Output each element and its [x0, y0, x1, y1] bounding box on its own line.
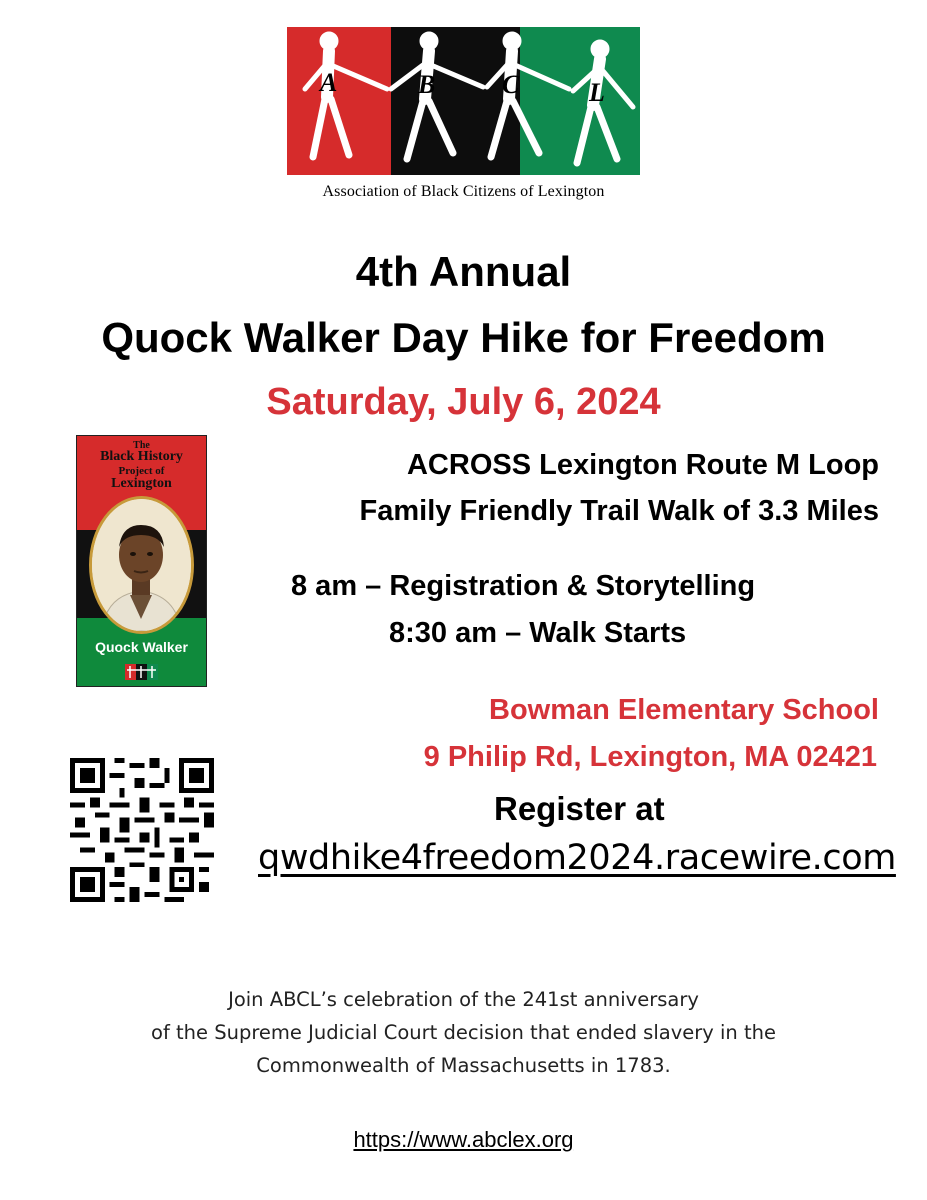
qr-code-image[interactable] [70, 758, 214, 902]
edition-heading: 4th Annual [355, 248, 572, 295]
portrait-icon [92, 499, 191, 631]
book-title-line: Lexington [111, 476, 172, 491]
book-title-line: The [133, 440, 150, 451]
logo-letter-c: C [502, 70, 520, 99]
event-date: Saturday, July 6, 2024 [266, 381, 661, 423]
route-distance: Family Friendly Trail Walk of 3.3 Miles [359, 495, 879, 527]
event-title: Quock Walker Day Hike for Freedom [101, 314, 826, 361]
book-abcl-logo-icon [125, 664, 158, 680]
logo-figures-icon [287, 27, 640, 205]
quock-walker-portrait [89, 496, 194, 634]
registration-link[interactable]: qwdhike4freedom2024.racewire.com [258, 838, 896, 878]
website-link[interactable]: https://www.abclex.org [353, 1127, 574, 1152]
abcl-logo [287, 27, 640, 205]
register-label: Register at [494, 790, 665, 827]
book-name: Quock Walker [95, 639, 188, 655]
about-line: Commonwealth of Massachusetts in 1783. [256, 1054, 671, 1077]
logo-caption: Association of Black Citizens of Lexington [322, 183, 605, 200]
book-title-line: Black History [100, 449, 183, 464]
schedule-registration: 8 am – Registration & Storytelling [291, 570, 756, 602]
about-text [0, 983, 927, 1082]
logo-letter-l: L [589, 78, 605, 107]
about-line: Join ABCL’s celebration of the 241st anniversary [228, 988, 699, 1011]
schedule-walk-start: 8:30 am – Walk Starts [389, 617, 687, 649]
logo-letter-a: A [320, 68, 338, 97]
book-title-line: Project of [118, 465, 165, 477]
route-description: ACROSS Lexington Route M Loop [406, 449, 879, 481]
about-line: of the Supreme Judicial Court decision that ended slavery in the [151, 1021, 776, 1044]
book-cover-image [76, 435, 207, 687]
venue-address: 9 Philip Rd, Lexington, MA 02421 [423, 741, 877, 773]
logo-letter-b: B [418, 70, 436, 99]
venue-name: Bowman Elementary School [489, 694, 879, 726]
